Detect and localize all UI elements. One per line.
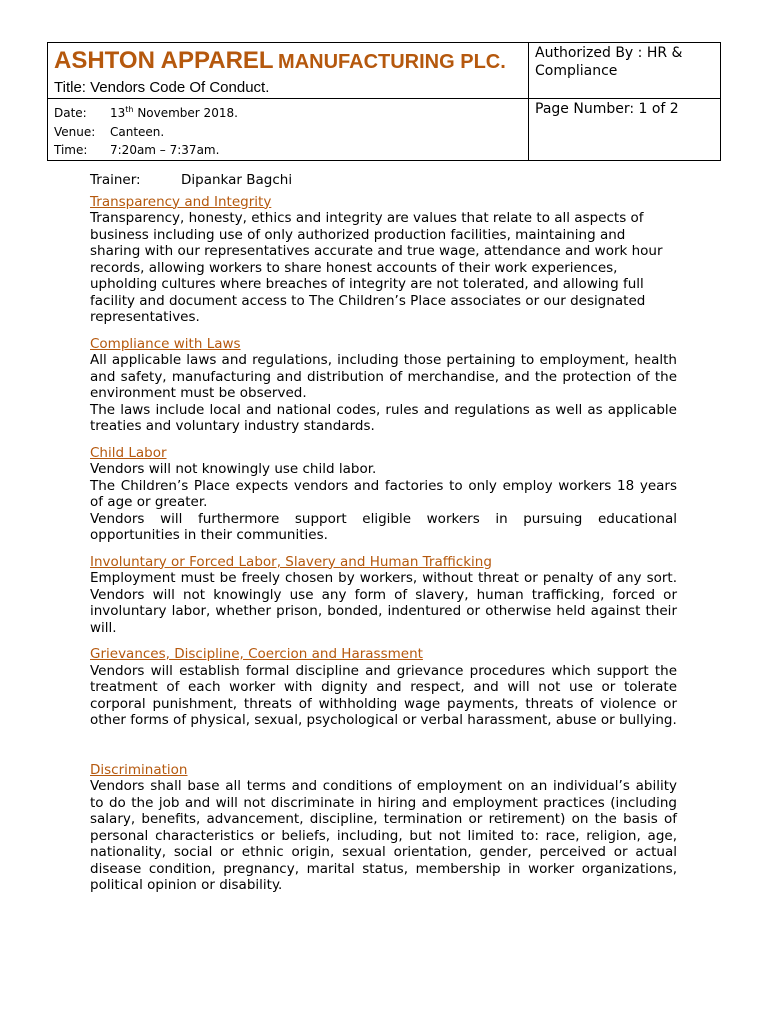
date-row <box>54 101 528 123</box>
document-body <box>90 172 677 904</box>
date-suffix: th <box>125 105 134 114</box>
time-row <box>54 141 528 160</box>
section-title: Child Labor <box>90 444 167 461</box>
section-paragraph: The laws include local and national codes, rules and regulations as well as applicable treaties and voluntary industry standards. <box>90 401 677 434</box>
section-title: Transparency and Integrity <box>90 193 272 210</box>
section-title: Compliance with Laws <box>90 335 241 352</box>
meeting-details-cell <box>48 99 529 161</box>
time-value: 7:20am – 7:37am. <box>110 143 220 157</box>
venue-value: Canteen. <box>110 124 165 139</box>
section-title: Involuntary or Forced Labor, Slavery and Human Trafficking <box>90 553 492 570</box>
venue-label: Venue: <box>54 124 96 139</box>
company-name-secondary: MANUFACTURING PLC. <box>278 51 506 73</box>
page-number-cell <box>529 99 721 161</box>
date-rest: November 2018. <box>133 106 238 120</box>
section-paragraph: Vendors will not knowingly use child labor. <box>90 461 377 477</box>
page-number: Page Number: 1 of 2 <box>535 101 679 117</box>
section-paragraph: Vendors will furthermore support eligible workers in pursuing educational opportunities in their communities. <box>90 510 677 543</box>
company-name <box>54 47 528 78</box>
section-title: Grievances, Discipline, Coercion and Harassment <box>90 646 423 662</box>
trainer-name: Dipankar Bagchi <box>181 172 293 188</box>
spacer <box>90 739 677 762</box>
document-title: Title: Vendors Code Of Conduct. <box>54 79 270 96</box>
section-forced-labor <box>90 554 677 637</box>
section-discrimination <box>90 762 677 894</box>
time-label: Time: <box>54 143 88 157</box>
section-transparency <box>90 194 677 326</box>
document-header <box>47 42 721 161</box>
section-paragraph: Transparency, honesty, ethics and integrity are values that relate to all aspects of business including use of only authorized production facilities, maintaining and sharing with our representatives accurate and true wage, attendance and work hour records, allowing workers to share honest accounts of their work experiences, upholding cultures where breaches of integrity are not tolerated, and allowing full facility and document access to The Children’s Place associates or our designated representatives. <box>90 210 663 325</box>
section-grievances <box>90 646 677 729</box>
trainer-label: Trainer: <box>90 172 141 188</box>
section-title: Discrimination <box>90 761 188 778</box>
trainer-line <box>90 172 677 189</box>
company-title-cell <box>48 43 529 99</box>
date-label: Date: <box>54 106 87 120</box>
authorized-by: Authorized By : HR & Compliance <box>535 45 683 79</box>
company-name-primary: ASHTON APPAREL <box>54 47 274 74</box>
date-day: 13 <box>110 106 126 120</box>
section-compliance <box>90 336 677 435</box>
section-paragraph: Vendors shall base all terms and conditions of employment on an individual’s ability to do the job and will not discriminate in hiring and employment practices (including salary, benefits, advancement, discipline, termination or retirement) on the basis of personal characteristics or beliefs, including, but not limited to: race, religion, age, nationality, social or ethnic origin, sexual orientation, gender, perceived or actual disease condition, pregnancy, marital status, membership in worker organizations, political opinion or disability. <box>90 778 677 893</box>
section-paragraph: The Children’s Place expects vendors and factories to only employ workers 18 years of age or greater. <box>90 477 677 510</box>
section-paragraph: Vendors will establish formal discipline and grievance procedures which support the treatment of each worker with dignity and respect, and will not use or tolerate corporal punishment, threats of withholding wage payments, threats of violence or other forms of physical, sexual, psychological or verbal harassment, abuse or bullying. <box>90 662 677 728</box>
authorized-cell <box>529 43 721 99</box>
venue-row <box>54 123 528 142</box>
section-paragraph: All applicable laws and regulations, including those pertaining to employment, health and safety, manufacturing and distribution of merchandise, and the protection of the environment must be observed. <box>90 352 677 401</box>
section-child-labor <box>90 445 677 544</box>
section-paragraph: Employment must be freely chosen by workers, without threat or penalty of any sort. Vendors will not knowingly use any form of slavery, human trafficking, forced or involuntary labor, whether prison, bonded, indentured or otherwise held against their will. <box>90 570 677 636</box>
